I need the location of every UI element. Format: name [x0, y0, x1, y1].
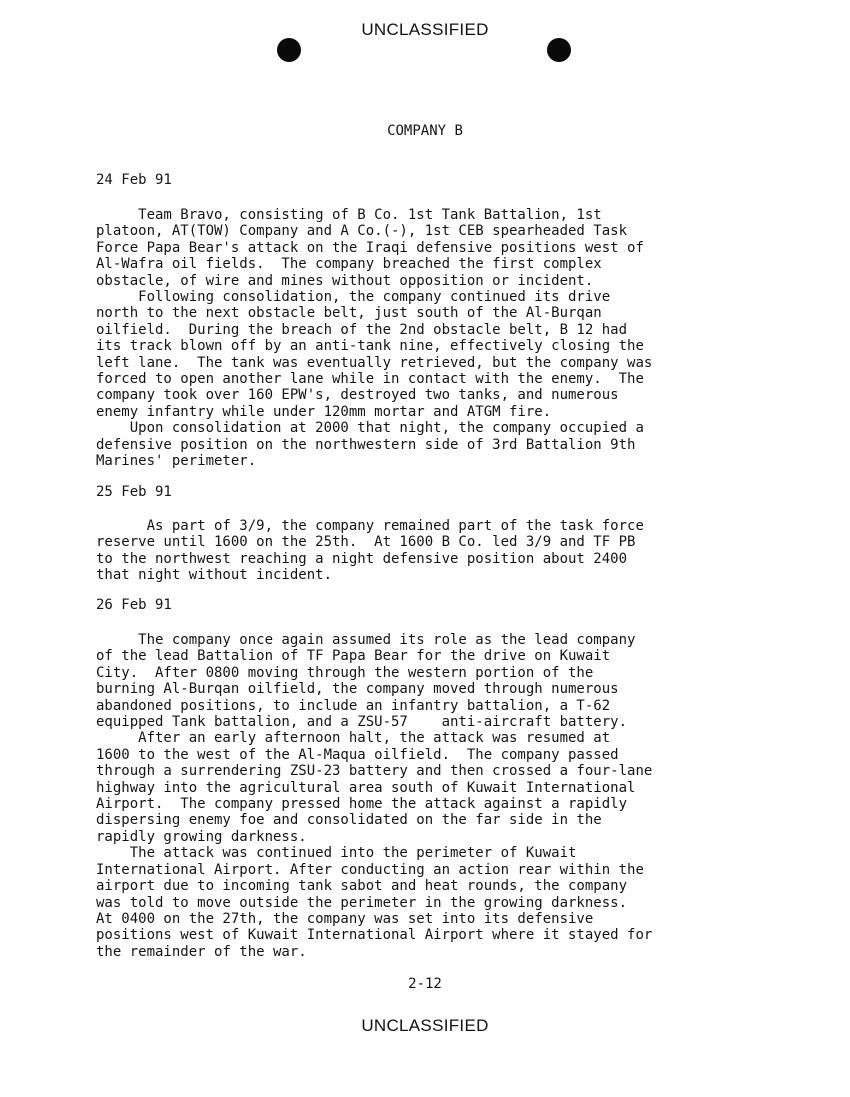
classification-footer: UNCLASSIFIED [361, 1016, 489, 1035]
section-body-24-feb: Team Bravo, consisting of B Co. 1st Tank Battalion, 1st platoon, AT(TOW) Company and A Co.(-), 1st CEB spearheaded Task Force Papa Bear's attack on the Iraqi defensive positions west of Al-Wafra oil fields. The company breached the first complex obstacle, of wire and mines without opposition or incident. Following consolidation, the company continued its drive north to the next obstacle belt, just south of the Al-Burqan oilfield. During the breach of the 2nd obstacle belt, B 12 had its track blown off by an anti-tank nine, effectively closing the left lane. The tank was eventually retrieved, but the company was forced to open another lane while in contact with the enemy. The company took over 160 EPW's, destroyed two tanks, and numerous enemy infantry while under 120mm mortar and ATGM fire. Upon consolidation at 2000 that night, the company occupied a defensive position on the northwestern side of 3rd Battalion 9th Marines' perimeter. [96, 207, 653, 470]
section-body-25-feb: As part of 3/9, the company remained part of the task force reserve until 1600 on the 25th. At 1600 B Co. led 3/9 and TF PB to the northwest reaching a night defensive position about 2400 that night without incident. [96, 518, 644, 584]
page-number: 2-12 [408, 976, 442, 992]
section-date-26-feb: 26 Feb 91 [96, 597, 172, 613]
binder-hole-right-icon [547, 38, 571, 62]
binder-hole-left-icon [277, 38, 301, 62]
section-body-26-feb: The company once again assumed its role as the lead company of the lead Battalion of TF Papa Bear for the drive on Kuwait City. After 0800 moving through the western portion of the burning Al-Burqan oilfield, the company moved through numerous abandoned positions, to include an infantry battalion, a T-62 equipped Tank battalion, and a ZSU-57 anti-aircraft battery. After an early afternoon halt, the attack was resumed at 1600 to the west of the Al-Maqua oilfield. The company passed through a surrendering ZSU-23 battery and then crossed a four-lane highway into the agricultural area south of Kuwait International Airport. The company pressed home the attack against a rapidly dispersing enemy foe and consolidated on the far side in the rapidly growing darkness. The attack was continued into the perimeter of Kuwait International Airport. After conducting an action rear within the airport due to incoming tank sabot and heat rounds, the company was told to move outside the perimeter in the growing darkness. At 0400 on the 27th, the company was set into its defensive positions west of Kuwait International Airport where it stayed for the remainder of the war. [96, 632, 653, 960]
document-heading: COMPANY B [387, 123, 463, 139]
section-date-25-feb: 25 Feb 91 [96, 484, 172, 500]
classification-header: UNCLASSIFIED [361, 20, 489, 39]
section-date-24-feb: 24 Feb 91 [96, 172, 172, 188]
